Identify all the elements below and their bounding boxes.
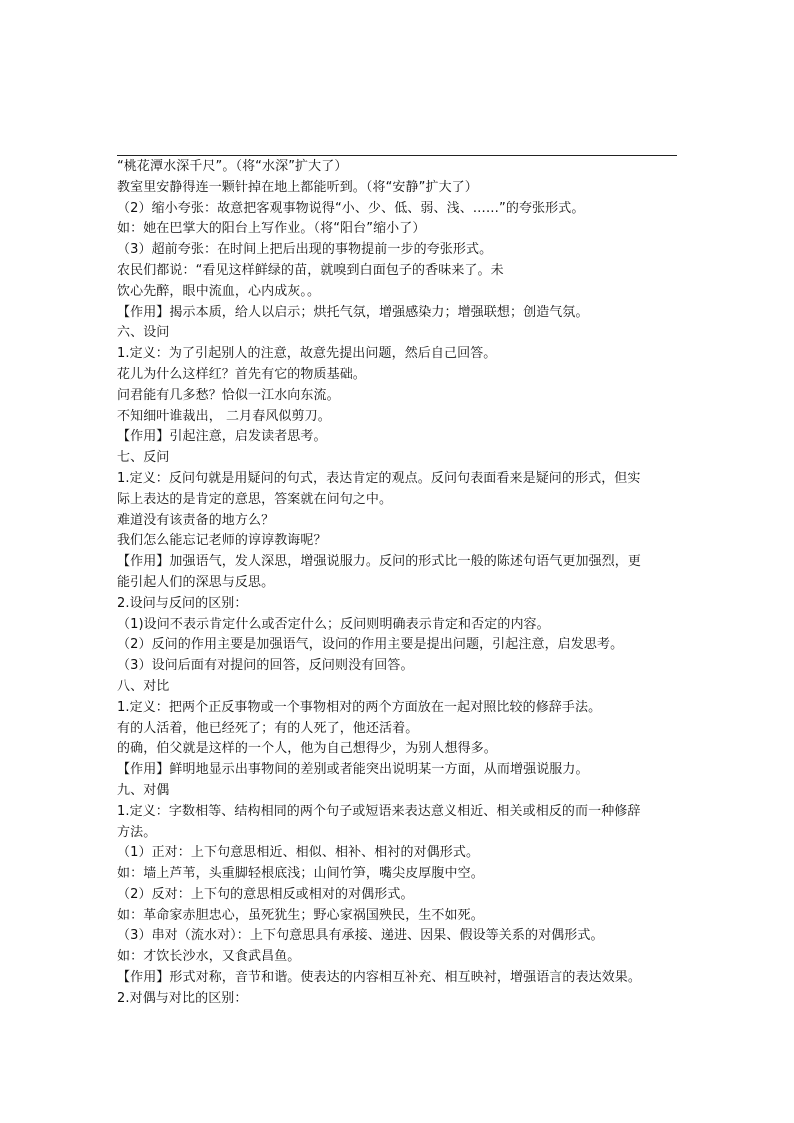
text-line: 【作用】加强语气，发人深思，增强说服力。反问的形式比一般的陈述句语气更加强烈，更 (117, 554, 642, 570)
text-line: 有的人活着，他已经死了；有的人死了，他还活着。 (117, 720, 419, 736)
text-line: 如：才饮长沙水，又食武昌鱼。 (117, 949, 301, 965)
text-line: （1）正对：上下句意思相近、相似、相补、相衬的对偶形式。 (117, 845, 480, 861)
text-line: 如：墙上芦苇，头重脚轻根底浅；山间竹笋，嘴尖皮厚腹中空。 (117, 866, 484, 882)
text-line: 如：革命家赤胆忠心，虽死犹生；野心家祸国殃民，生不如死。 (117, 907, 484, 923)
document-body (117, 157, 679, 1010)
text-line: 我们怎么能忘记老师的谆谆教诲呢？ (117, 533, 327, 549)
text-line: 1.定义：把两个正反事物或一个事物相对的两个方面放在一起对照比较的修辞手法。 (117, 699, 602, 715)
text-line: 如：她在巴掌大的阳台上写作业。（将“阳台”缩小了） (117, 221, 426, 237)
section-heading: 六、设问 (117, 325, 170, 341)
text-line: （2）反问的作用主要是加强语气，设问的作用主要是提出问题，引起注意，启发思考。 (117, 637, 624, 653)
header-rule (117, 155, 677, 156)
text-line: 农民们都说：“看见这样鲜绿的苗，就嗅到白面包子的香味来了。未 (117, 262, 504, 278)
text-line: 的确，伯父就是这样的一个人，他为自己想得少，为别人想得多。 (117, 741, 497, 757)
text-line: （1)设问不表示肯定什么或否定什么；反问则明确表示肯定和否定的内容。 (117, 616, 550, 632)
text-line: （2）反对：上下句的意思相反或相对的对偶形式。 (117, 886, 414, 902)
text-line: 方法。 (117, 824, 157, 840)
text-line: （3）串对（流水对）：上下句意思具有承接、递进、因果、假设等关系的对偶形式。 (117, 928, 604, 944)
section-heading: 七、反问 (117, 450, 170, 466)
text-line: 【作用】揭示本质，给人以启示；烘托气氛，增强感染力；增强联想；创造气氛。 (117, 304, 589, 320)
text-line: 花儿为什么这样红？首先有它的物质基础。 (117, 366, 366, 382)
text-line: 2.设问与反问的区别： (117, 595, 248, 611)
text-line: （3）超前夸张：在时间上把后出现的事物提前一步的夸张形式。 (117, 242, 493, 258)
text-line: 1.定义：字数相等、结构相同的两个句子或短语来表达意义相近、相关或相反的而一种修辞 (117, 803, 641, 819)
text-line: 【作用】鲜明地显示出事物间的差别或者能突出说明某一方面，从而增强说服力。 (117, 762, 589, 778)
text-line: 1.定义：为了引起别人的注意，故意先提出问题，然后自己回答。 (117, 346, 497, 362)
text-line: 能引起人们的深思与反思。 (117, 574, 275, 590)
text-line: 难道没有该责备的地方么？ (117, 512, 275, 528)
text-line: （3）设问后面有对提问的回答，反问则没有回答。 (117, 658, 414, 674)
section-heading: 九、对偶 (117, 782, 170, 798)
text-line: 【作用】形式对称，音节和谐。使表达的内容相互补充、相互映衬，增强语言的表达效果。 (117, 970, 642, 986)
text-line: 教室里安静得连一颗针掉在地上都能听到。（将“安静”扩大了） (117, 179, 478, 195)
section-heading: 八、对比 (117, 678, 170, 694)
text-line: “桃花潭水深千尺”。（将“水深”扩大了） (117, 159, 348, 174)
text-line: 1.定义：反问句就是用疑问的句式，表达肯定的观点。反问句表面看来是疑问的形式，但实 (117, 470, 641, 486)
text-line: 饮心先醉，眼中流血，心内成灰。。 (117, 283, 321, 299)
text-line: （2）缩小夸张：故意把客观事物说得“小、少、低、弱、浅、……”的夸张形式。 (117, 200, 585, 216)
text-line: 际上表达的是肯定的意思，答案就在问句之中。 (117, 491, 393, 507)
text-line: 问君能有几多愁？恰似一江水向东流。 (117, 387, 340, 403)
text-line: 不知细叶谁裁出， 二月春风似剪刀。 (117, 408, 331, 424)
text-line: 2.对偶与对比的区别： (117, 990, 248, 1006)
text-line: 【作用】引起注意，启发读者思考。 (117, 429, 327, 445)
